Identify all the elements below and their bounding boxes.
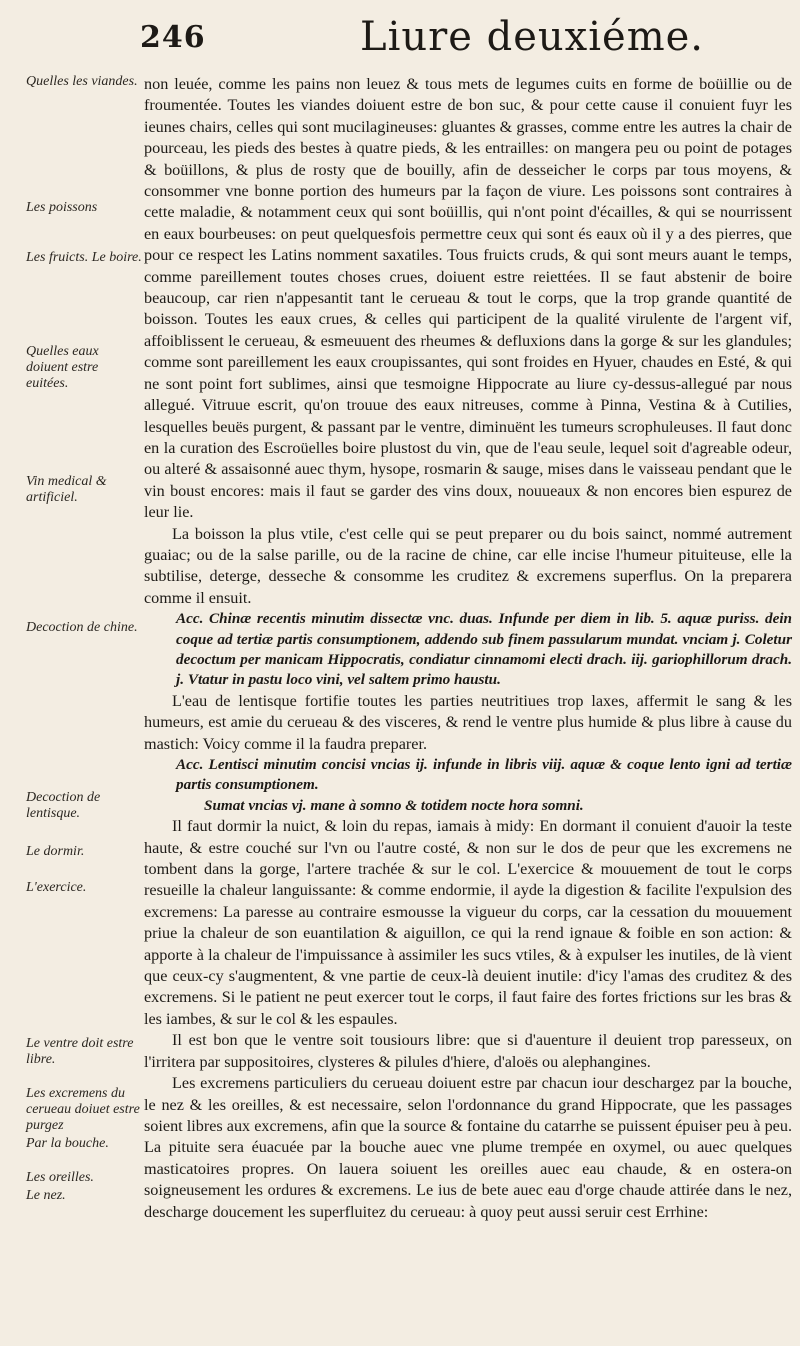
margin-note: Vin medical & artificiel. xyxy=(26,474,107,505)
margin-note: Les oreilles. xyxy=(26,1170,94,1185)
margin-note: Le nez. xyxy=(26,1188,66,1203)
main-text xyxy=(144,74,792,1223)
recipe-lentisque: Acc. Lentisci minutim concisi vncias ij. infunde in libris viij. aquæ & coque lento igni ad tertiæ partis consumptionem. xyxy=(176,756,792,794)
margin-note: Les fruicts. Le boire. xyxy=(26,250,142,265)
paragraph: Les excremens particuliers du cerueau doiuent estre par chacun iour deschargez par la bouche, le nez & les oreilles, & est necessaire, selon l'ordonnance du grand Hippocrate, que les passages soient libres aux excremens, afin que la source & fontaine du catarrhe se puissent épuiser peu à peu. La pituite sera éuacuée par la bouche auec vne plume trempée en oxymel, ou auec quelques masticatoires propres. On lauera soiuent les oreilles auec eau chaude, & en ostera-on soigneusement les ordures & excremens. Le ius de bete auec eau d'orge chaude attirée dans le nez, descharge doucement les superfluitez du cerueau: à quoy peut aussi seruir cest Errhine: xyxy=(144,1074,792,1221)
margin-note: Le dormir. xyxy=(26,844,85,859)
recipe-chine: Acc. Chinæ recentis minutim dissectæ vnc. duas. Infunde per diem in lib. 5. aquæ puriss. dein coque ad tertiæ partis consumptionem, addendo sub finem passularum mundat. vnciam j. Coletur decoctum per manicam Hippocratis, condiatur cinnamomi electi drach. iij. gariophillorum drach. j. Vtatur in pastu loco vini, vel saltem primo haustu. xyxy=(176,610,792,689)
margin-note: Quelles les viandes. xyxy=(26,74,138,89)
page-number: 246 xyxy=(140,20,206,55)
paragraph: L'eau de lentisque fortifie toutes les parties neutritiues trop laxes, affermit le sang & les humeurs, est amie du cerueau & des visceres, & rend le ventre plus humide & plus libre à cause du mastich: Voicy comme il la faudra preparer. xyxy=(144,691,792,753)
page-header xyxy=(0,12,800,68)
margin-note: L'exercice. xyxy=(26,880,87,895)
paragraph: La boisson la plus vtile, c'est celle qui se peut preparer ou du bois sainct, nommé autrement guaiac; ou de la salse parille, ou de la racine de chine, car elle incise l'humeur pituiteuse, elle la subtilise, deterge, desseche & consomme les cruditez & excremens superflus. On la preparera comme il ensuit. xyxy=(144,524,792,607)
paragraph: Il faut dormir la nuict, & loin du repas, iamais à midy: En dormant il conuient d'auoir la teste haute, & estre couché sur l'vn ou l'autre costé, & non sur le dos de peur que les excremens ne tombent dans la gorge, l'artere trachée & sur le col. L'exercice & mouuement de tout le corps resueille la chaleur languissante: & comme endormie, il ayde la digestion & facilite l'expulsion des excremens: La paresse au contraire esmousse la vigueur du corps, car la cessation du mouuement priue la chaleur de son euantilation & aiguillon, ce qui la rend ignaue & foible en son action: & apporte à la chaleur de l'impuissance à assimiler les sucs vtiles, & à expulser les inutiles, de là vient que ceux-cy s'augmentent, & vne partie de ceux-là deuient inutile: d'icy l'amas des cruditez & des excremens. Si le patient ne peut exercer tout le corps, il faut faire des fortes frictions sur les bras & les iambes, & sur le col & les espaules. xyxy=(144,817,792,1028)
margin-note: Le ventre doit estre libre. xyxy=(26,1036,134,1067)
margin-note: Les poissons xyxy=(26,200,98,215)
margin-note: Decoction de chine. xyxy=(26,620,138,635)
paragraph: non leuée, comme les pains non leuez & tous mets de legumes cuits en forme de boüillie ou de froumentée. Toutes les viandes doiuent estre de bon suc, & pour cette cause il conuient fuyr les ieunes chairs, celles qui sont mucilagineuses: gluantes & grasses, comme entre les autres la chair de pourceau, les pieds des bestes à quatre pieds, & les entrailles: on mangera peu ou point de potages & boüillons, & plus de rosty que de bouilly, afin de desseicher le corps par tous moyens, & consommer vne bonne portion des humeurs par la façon de viure. Les poissons sont contraires à cette maladie, & notamment ceux qui sont boüillis, qui n'ont point d'écailles, & qui se nourrissent en eaux bourbeuses: on peut quelquesfois permettre ceux qui sont és eaux où il y a des pierres, que pour ce respect les Latins nomment saxatiles. Tous fruicts cruds, & qui sont meurs auant le temps, comme pareillement toutes choses crues, doiuent estre reiettées. Il se faut abstenir de boire beaucoup, car rien n'appesantit tant le cerueau & tout le corps, que la trop grande quantité de boisson. Toutes les eaux crues, & celles qui participent de la qualité virulente de l'argent vif, affoiblissent le cerueau, & esmeuuent des rheumes & defluxions dans la gorge & sur les glandules; comme sont pareillement les eaux croupissantes, qui sont froides en Hyuer, chaudes en Esté, & qui ne sont point fort sublimes, ainsi que tesmoigne Hippocrate au liure cy-dessus-allegué par nous allegué. Vitruue escrit, qu'on trouue des eaux nitreuses, comme à Pinna, Vestina & à Cutilies, lesquelles beuës purgent, & passant par le ventre, diminuënt les tumeurs scrophuleuses. Il faut donc en la curation des Escroüelles boire plustost du vin, que de l'eau seule, lequel soit d'agreable odeur, ou alteré & assaisonné auec thym, hysope, rosmarin & sauge, mises dans le vaisseau pendant que le vin boust encores: mais il faut se garder des vins doux, nouueaux & non encores bien espurez de leur lie. xyxy=(144,75,792,522)
margin-notes xyxy=(0,74,140,1336)
margin-note: Decoction de lentisque. xyxy=(26,790,101,821)
margin-note: Quelles eaux doiuent estre euitées. xyxy=(26,344,99,391)
margin-note: Les excremens du cerueau doiuet estre purgez xyxy=(26,1086,140,1133)
running-head: Liure deuxiéme. xyxy=(360,14,705,60)
margin-note: Par la bouche. xyxy=(26,1136,109,1151)
recipe-dosage: Sumat vncias vj. mane à somno & totidem nocte hora somni. xyxy=(204,796,584,814)
paragraph: Il est bon que le ventre soit tousiours libre: que si d'auenture il deuient trop paresseux, on l'irritera par suppositoires, clysteres & pilules d'hiere, d'aloës ou alephangines. xyxy=(144,1031,792,1071)
